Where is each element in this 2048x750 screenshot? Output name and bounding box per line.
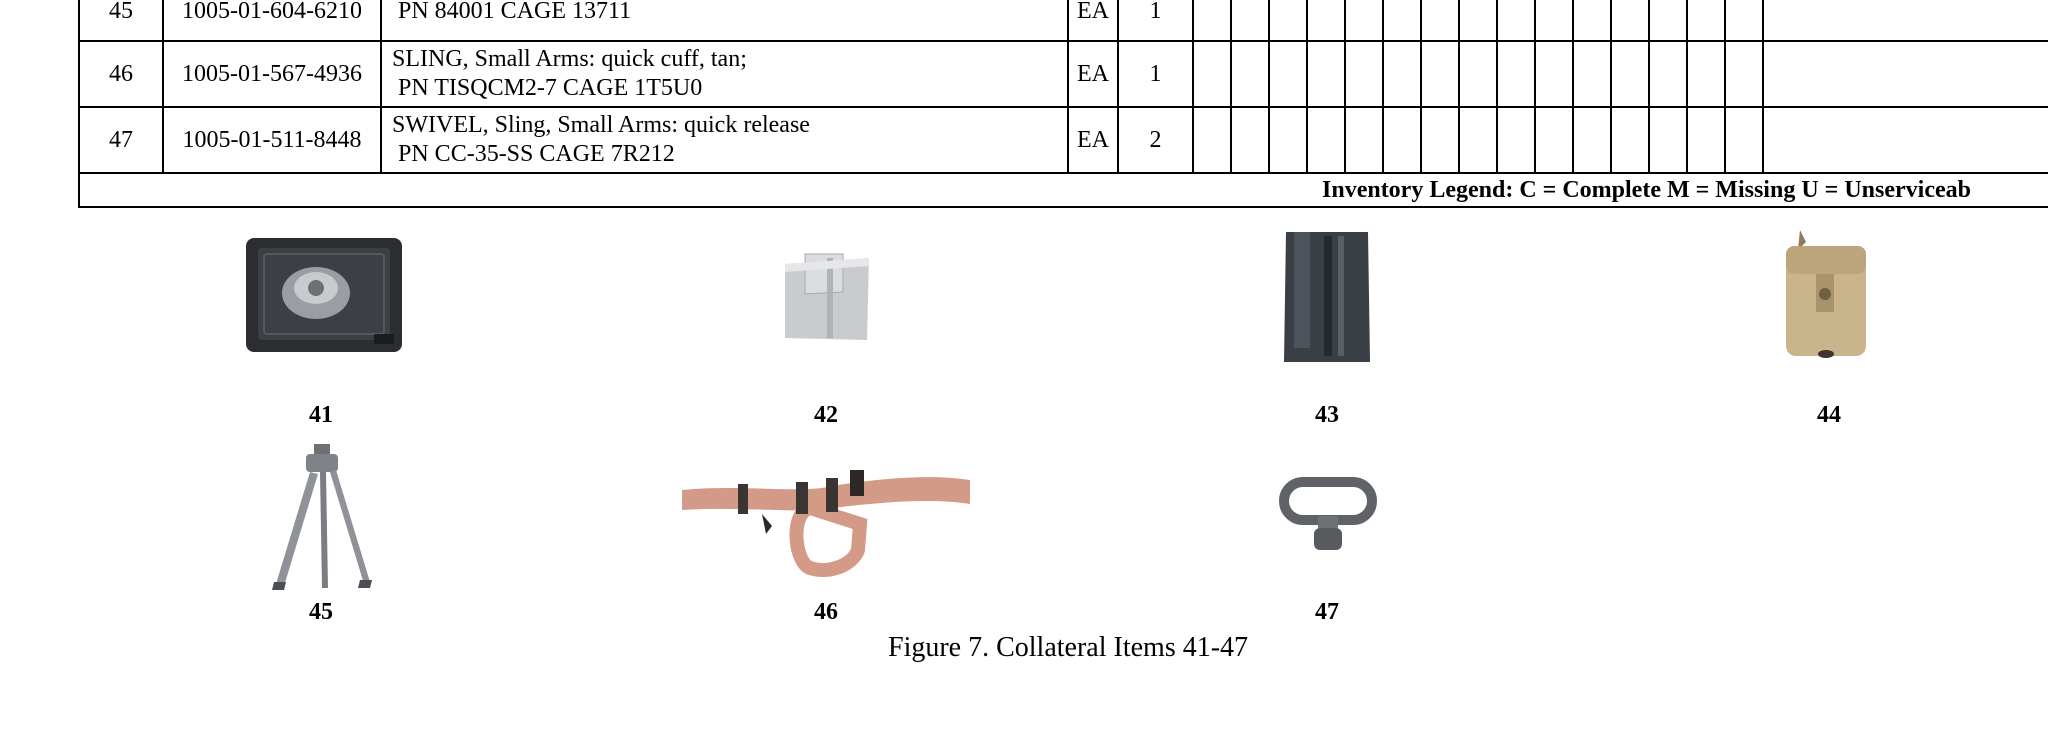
inventory-check-cell [1383, 107, 1421, 173]
nsn-cell: 1005-01-604-6210 [163, 0, 381, 41]
inventory-check-cell [1649, 41, 1687, 107]
inventory-check-cell [1421, 41, 1459, 107]
description-cell [381, 0, 1068, 41]
inventory-check-cell [1345, 0, 1383, 41]
inventory-check-cell [1497, 0, 1535, 41]
inventory-check-cell [1421, 0, 1459, 41]
inventory-check-cell [1497, 41, 1535, 107]
remarks-cell [1763, 41, 2048, 107]
legend-row [79, 173, 2048, 207]
unit-of-issue-cell: EA [1068, 0, 1118, 41]
pistol-magazine-plate-photo [244, 236, 404, 354]
figure-label-45: 45 [309, 599, 333, 625]
inventory-legend: Inventory Legend: C = Complete M = Missing U = Unserviceab [1322, 177, 1971, 203]
description-line-2: PN 84001 CAGE 13711 [398, 0, 632, 24]
description-line-1: SWIVEL, Sling, Small Arms: quick release [392, 112, 810, 138]
inventory-check-cell [1459, 0, 1497, 41]
nsn-cell: 1005-01-511-8448 [163, 107, 381, 173]
description-cell [381, 41, 1068, 107]
tan-pouch-photo [1780, 228, 1872, 362]
figure-label-41: 41 [309, 402, 333, 428]
item-number-cell: 47 [79, 107, 163, 173]
inventory-check-cell [1497, 107, 1535, 173]
table-row [79, 41, 2048, 107]
inventory-check-cell [1535, 41, 1573, 107]
description-line-2: PN CC-35-SS CAGE 7R212 [398, 141, 675, 167]
inventory-check-cell [1231, 107, 1269, 173]
nsn-cell: 1005-01-567-4936 [163, 41, 381, 107]
quantity-cell: 1 [1118, 0, 1193, 41]
figure-label-42: 42 [814, 402, 838, 428]
description-cell [381, 107, 1068, 173]
swivel-photo [1278, 476, 1378, 556]
remarks-cell [1763, 0, 2048, 41]
table-row [79, 0, 2048, 41]
item-number-cell: 46 [79, 41, 163, 107]
figure-label-43: 43 [1315, 402, 1339, 428]
inventory-check-cell [1725, 0, 1763, 41]
silver-magazine-photo [781, 252, 873, 344]
inventory-check-cell [1725, 41, 1763, 107]
inventory-check-cell [1573, 41, 1611, 107]
inventory-check-cell [1193, 107, 1231, 173]
item-number-cell: 45 [79, 0, 163, 41]
inventory-check-cell [1611, 107, 1649, 173]
unit-of-issue-cell: EA [1068, 41, 1118, 107]
inventory-check-cell [1307, 41, 1345, 107]
inventory-check-cell [1193, 41, 1231, 107]
inventory-check-cell [1459, 107, 1497, 173]
figure-label-46: 46 [814, 599, 838, 625]
description-line-1: SLING, Small Arms: quick cuff, tan; [392, 46, 747, 72]
quantity-cell: 2 [1118, 107, 1193, 173]
inventory-check-cell [1421, 107, 1459, 173]
inventory-check-cell [1345, 107, 1383, 173]
inventory-check-cell [1535, 107, 1573, 173]
tripod-photo [270, 444, 374, 590]
inventory-check-cell [1611, 41, 1649, 107]
inventory-check-cell [1269, 107, 1307, 173]
inventory-check-cell [1535, 0, 1573, 41]
inventory-check-cell [1193, 0, 1231, 41]
quantity-cell: 1 [1118, 41, 1193, 107]
inventory-check-cell [1649, 107, 1687, 173]
inventory-check-cell [1383, 41, 1421, 107]
inventory-check-cell [1307, 107, 1345, 173]
inventory-table [78, 0, 2048, 208]
inventory-check-cell [1573, 0, 1611, 41]
inventory-check-cell [1345, 41, 1383, 107]
inventory-check-cell [1725, 107, 1763, 173]
inventory-check-cell [1307, 0, 1345, 41]
inventory-check-cell [1383, 0, 1421, 41]
inventory-check-cell [1687, 107, 1725, 173]
figure-caption: Figure 7. Collateral Items 41-47 [888, 632, 1249, 663]
inventory-check-cell [1611, 0, 1649, 41]
inventory-check-cell [1231, 0, 1269, 41]
black-magazine-photo [1280, 228, 1374, 364]
remarks-cell [1763, 107, 2048, 173]
description-line-2: PN TISQCM2-7 CAGE 1T5U0 [398, 75, 703, 101]
inventory-check-cell [1269, 0, 1307, 41]
figure-label-44: 44 [1817, 402, 1841, 428]
inventory-check-cell [1459, 41, 1497, 107]
inventory-check-cell [1269, 41, 1307, 107]
inventory-check-cell [1231, 41, 1269, 107]
figure-label-47: 47 [1315, 599, 1339, 625]
tan-sling-photo [682, 464, 972, 576]
inventory-check-cell [1687, 41, 1725, 107]
inventory-check-cell [1687, 0, 1725, 41]
inventory-check-cell [1649, 0, 1687, 41]
unit-of-issue-cell: EA [1068, 107, 1118, 173]
table-row [79, 107, 2048, 173]
inventory-check-cell [1573, 107, 1611, 173]
